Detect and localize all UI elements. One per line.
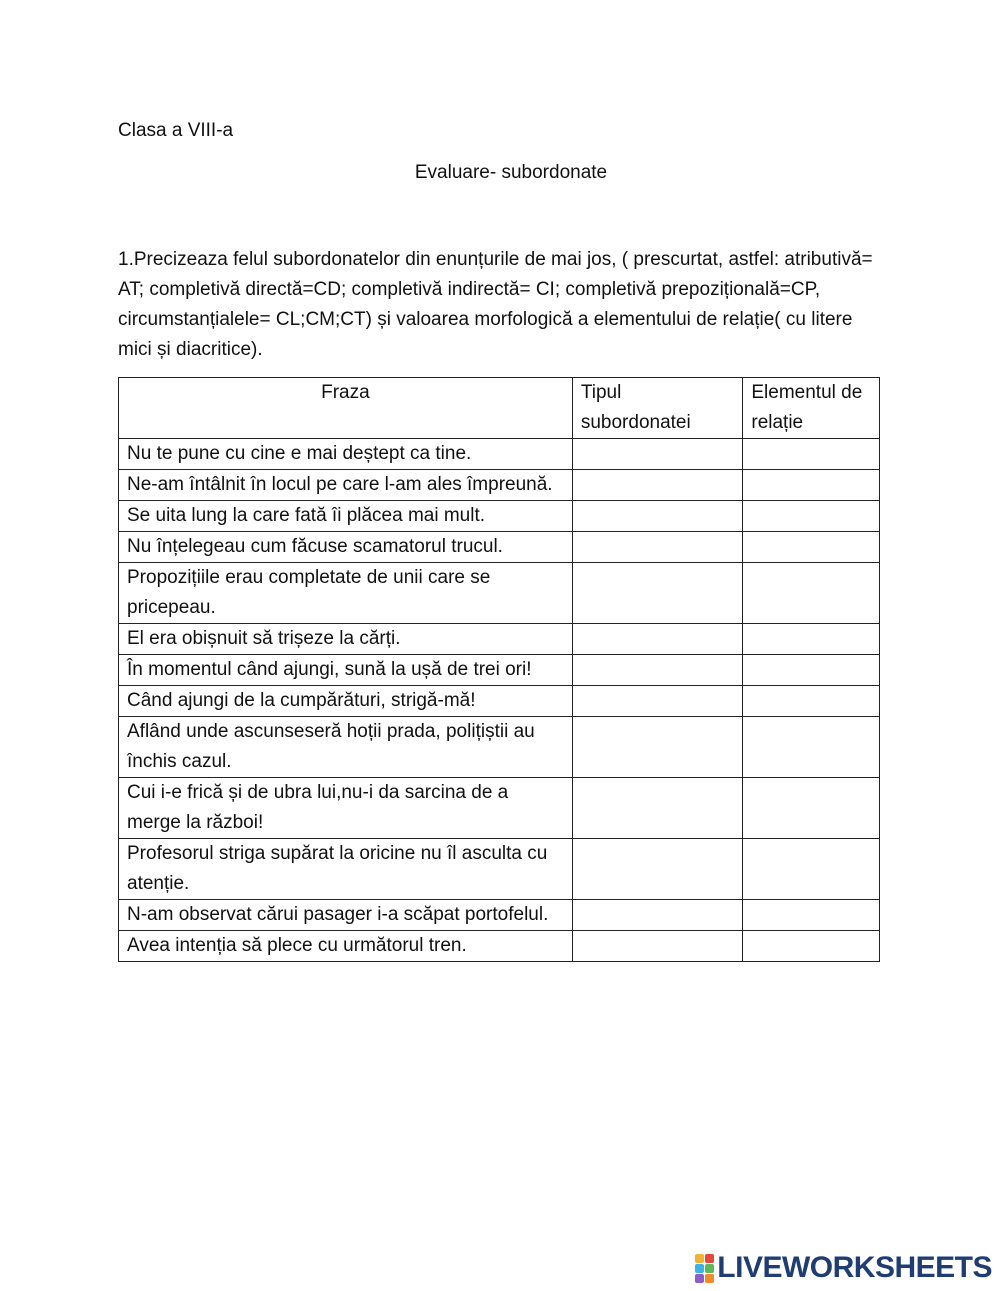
relation-element-answer-cell[interactable]: [743, 655, 880, 686]
table-row: [119, 470, 880, 501]
relation-element-answer-cell[interactable]: [743, 900, 880, 931]
header-tipul-subordonatei: Tipul subordonatei: [572, 378, 743, 439]
sentence-cell: El era obișnuit să trișeze la cărți.: [119, 624, 573, 655]
subordinate-type-answer-cell[interactable]: [572, 655, 743, 686]
subordinate-clauses-table: [118, 377, 880, 962]
header-elementul-de-relatie: Elementul de relație: [743, 378, 880, 439]
table-row: [119, 900, 880, 931]
relation-element-answer-cell[interactable]: [743, 686, 880, 717]
subordinate-type-answer-cell[interactable]: [572, 532, 743, 563]
sentence-cell: În momentul când ajungi, sună la ușă de trei ori!: [119, 655, 573, 686]
relation-element-answer-cell[interactable]: [743, 470, 880, 501]
logo-tile: [695, 1274, 704, 1283]
logo-tile: [705, 1264, 714, 1273]
table-row: [119, 839, 880, 900]
liveworksheets-brand: [695, 1251, 992, 1285]
relation-element-answer-cell[interactable]: [743, 839, 880, 900]
header-fraza: Fraza: [119, 378, 573, 439]
table-row: [119, 686, 880, 717]
sentence-cell: Ne-am întâlnit în locul pe care l-am ales împreună.: [119, 470, 573, 501]
instructions-text: 1.Precizeaza felul subordonatelor din enunțurile de mai jos, ( prescurtat, astfel: atributivă= AT; completivă directă=CD; completivă indirectă= CI; completivă prepozițională=CP, circumstanțialele= CL;CM;CT) și valoarea morfologică a elementului de relație( cu litere mici și diacritice).: [118, 249, 873, 360]
subordinate-type-answer-cell[interactable]: [572, 900, 743, 931]
page-title: Evaluare- subordonate: [414, 162, 608, 183]
table-row: [119, 501, 880, 532]
sentence-cell: Când ajungi de la cumpărături, strigă-mă!: [119, 686, 573, 717]
table-row: [119, 778, 880, 839]
subordinate-type-answer-cell[interactable]: [572, 563, 743, 624]
logo-tile: [695, 1264, 704, 1273]
class-label: Clasa a VIII-a: [118, 120, 234, 141]
relation-element-answer-cell[interactable]: [743, 563, 880, 624]
table-row: [119, 655, 880, 686]
sentence-cell: Nu te pune cu cine e mai deștept ca tine.: [119, 439, 573, 470]
relation-element-answer-cell[interactable]: [743, 624, 880, 655]
logo-tile: [705, 1254, 714, 1263]
relation-element-answer-cell[interactable]: [743, 931, 880, 962]
subordinate-type-answer-cell[interactable]: [572, 439, 743, 470]
logo-tile: [705, 1274, 714, 1283]
subordinate-type-answer-cell[interactable]: [572, 501, 743, 532]
subordinate-type-answer-cell[interactable]: [572, 778, 743, 839]
sentence-cell: Propozițiile erau completate de unii care se pricepeau.: [119, 563, 573, 624]
table-row: [119, 717, 880, 778]
table-header-row: [119, 378, 880, 439]
liveworksheets-logo-icon: [695, 1254, 714, 1283]
subordinate-type-answer-cell[interactable]: [572, 686, 743, 717]
sentence-cell: Profesorul striga supărat la oricine nu îl asculta cu atenție.: [119, 839, 573, 900]
relation-element-answer-cell[interactable]: [743, 778, 880, 839]
relation-element-answer-cell[interactable]: [743, 532, 880, 563]
table-row: [119, 532, 880, 563]
table-row: [119, 439, 880, 470]
table-row: [119, 563, 880, 624]
subordinate-type-answer-cell[interactable]: [572, 839, 743, 900]
table-row: [119, 624, 880, 655]
logo-tile: [695, 1254, 704, 1263]
sentence-cell: Aflând unde ascunseseră hoții prada, polițiștii au închis cazul.: [119, 717, 573, 778]
sentence-cell: Avea intenția să plece cu următorul tren.: [119, 931, 573, 962]
subordinate-type-answer-cell[interactable]: [572, 717, 743, 778]
sentence-cell: Cui i-e frică și de ubra lui,nu-i da sarcina de a merge la război!: [119, 778, 573, 839]
relation-element-answer-cell[interactable]: [743, 501, 880, 532]
sentence-cell: N-am observat cărui pasager i-a scăpat portofelul.: [119, 900, 573, 931]
sentence-cell: Nu înțelegeau cum făcuse scamatorul trucul.: [119, 532, 573, 563]
relation-element-answer-cell[interactable]: [743, 717, 880, 778]
subordinate-type-answer-cell[interactable]: [572, 624, 743, 655]
subordinate-type-answer-cell[interactable]: [572, 931, 743, 962]
relation-element-answer-cell[interactable]: [743, 439, 880, 470]
subordinate-type-answer-cell[interactable]: [572, 470, 743, 501]
sentence-cell: Se uita lung la care fată îi plăcea mai mult.: [119, 501, 573, 532]
brand-name: LIVEWORKSHEETS: [717, 1251, 992, 1284]
table-body: [119, 439, 880, 962]
table-row: [119, 931, 880, 962]
